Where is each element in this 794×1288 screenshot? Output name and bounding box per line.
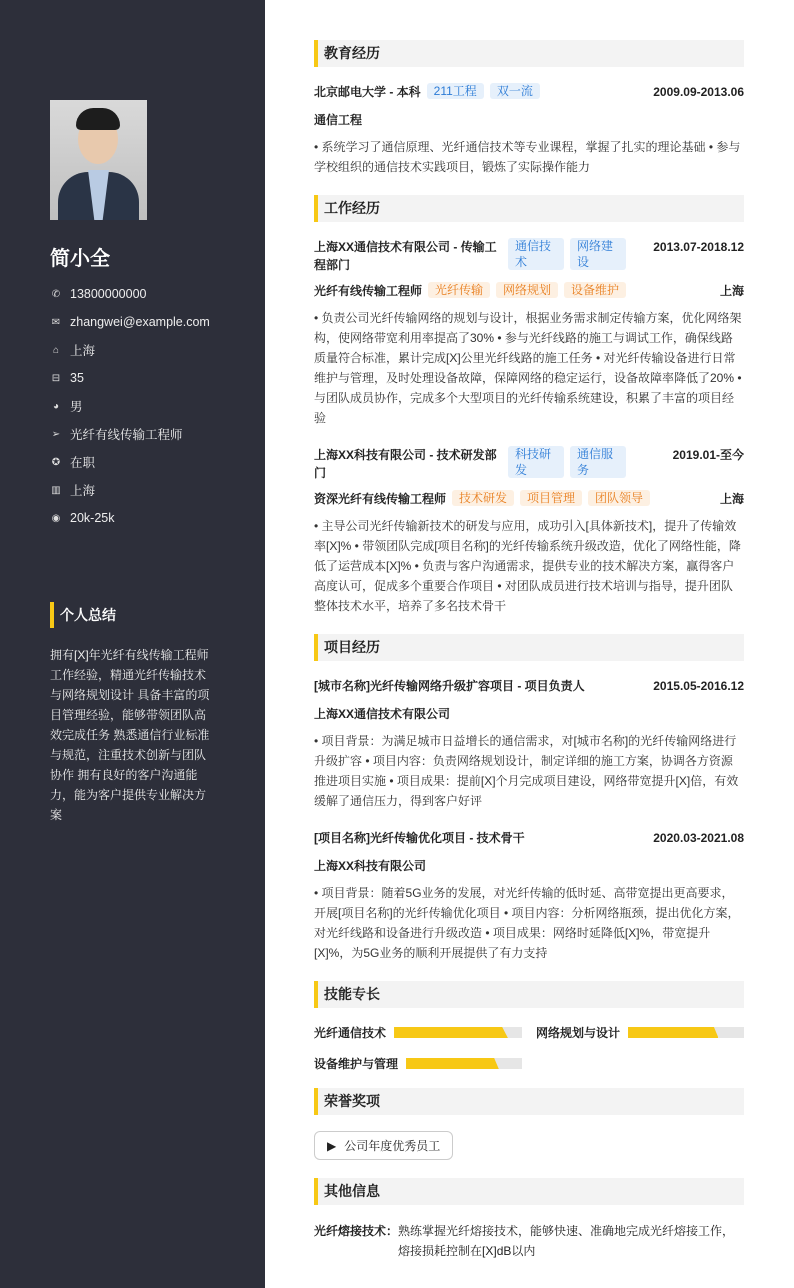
skill-list	[314, 1024, 744, 1072]
skill-name: 网络规划与设计	[536, 1026, 621, 1040]
tag: 通信技术	[508, 238, 564, 270]
skill-tag: 技术研发	[452, 490, 514, 506]
skill-bar	[394, 1027, 522, 1038]
work-city: 上海	[70, 484, 96, 498]
award-item[interactable]	[314, 1131, 453, 1160]
other-info	[314, 1221, 744, 1261]
education-heading: 教育经历	[314, 40, 744, 67]
position: 光纤有线传输工程师	[70, 428, 183, 442]
date: 2009.09-2013.06	[653, 85, 744, 99]
sidebar	[0, 0, 265, 1288]
project-item	[314, 829, 744, 963]
skill-fill	[628, 1027, 718, 1038]
contact-info	[50, 280, 210, 532]
summary-text: 拥有[X]年光纤有线传输工程师工作经验，精通光纤传输技术与网络规划设计 具备丰富的项目管理经验，能够带领团队高效完成任务 熟悉通信行业标准与规范，注重技术创新与团队协作 拥有良好的客户沟通能力，能为客户提供专业解决方案	[50, 648, 210, 822]
location-row	[50, 336, 210, 364]
project-company: 上海XX科技有限公司	[314, 859, 427, 873]
candidate-name: 简小全	[50, 248, 110, 270]
skill-item	[314, 1055, 522, 1072]
gender-icon: ◕	[52, 400, 60, 412]
gender: 男	[70, 400, 83, 414]
project-name: [城市名称]光纤传输网络升级扩容项目 - 项目负责人	[314, 679, 585, 693]
skill-name: 设备维护与管理	[314, 1057, 399, 1071]
other-heading: 其他信息	[314, 1178, 744, 1205]
email: zhangwei@example.com	[70, 315, 210, 329]
work-desc: • 负责公司光纤传输网络的规划与设计，根据业务需求制定传输方案，优化网络架构，使网络带宽利用率提高了30% • 参与光纤线路的施工与调试工作，确保线路质量符合标准，累计完成[X]公里光纤线路的施工任务 • 对光纤传输设备进行日常维护与管理，及时处理设备故障，保障网络的稳定运行，设备故障率降低了20% • 与团队成员协作，完成多个大型项目的光纤传输系统建设，积累了丰富的项目经验	[314, 311, 742, 425]
phone-row	[50, 280, 210, 308]
location: 上海	[70, 344, 96, 358]
position-row	[50, 420, 210, 448]
skill-item	[536, 1024, 744, 1041]
skills-heading: 技能专长	[314, 981, 744, 1008]
date: 2020.03-2021.08	[653, 831, 744, 845]
tag: 科技研发	[508, 446, 564, 478]
award-label: 公司年度优秀员工	[344, 1139, 441, 1153]
summary-title: 个人总结	[50, 602, 116, 628]
salary-icon: ◉	[51, 512, 61, 524]
salary: 20k-25k	[70, 511, 115, 525]
main-content	[314, 40, 744, 1261]
company: 上海XX科技有限公司 - 技术研发部门	[314, 448, 497, 480]
email-row	[50, 308, 210, 336]
project-name: [项目名称]光纤传输优化项目 - 技术骨干	[314, 831, 525, 845]
work-desc: • 主导公司光纤传输新技术的研发与应用，成功引入[具体新技术]，提升了传输效率[X]% • 带领团队完成[项目名称]的光纤传输系统升级改造，优化了网络性能，降低了运营成本[X]% • 负责与客户沟通需求，提供专业的技术解决方案，赢得客户高度认可，促成多个重要合作项目 • 对团队成员进行技术培训与指导，提升团队整体技术水平，培养了多名技术骨干	[314, 519, 741, 613]
skill-item	[314, 1024, 522, 1041]
awards-heading: 荣誉奖项	[314, 1088, 744, 1115]
other-text: 熟练掌握光纤熔接技术，能够快速、准确地完成光纤熔接工作，熔接损耗控制在[X]dB以内	[398, 1224, 735, 1258]
project-item	[314, 677, 744, 811]
city: 上海	[719, 284, 744, 298]
role: 光纤有线传输工程师	[314, 284, 423, 298]
status-icon: ✪	[51, 456, 61, 468]
status-row	[50, 448, 210, 476]
date: 2015.05-2016.12	[653, 679, 744, 693]
skill-bar	[406, 1058, 522, 1069]
phone: 13800000000	[70, 287, 147, 301]
company: 上海XX通信技术有限公司 - 传输工程部门	[314, 240, 497, 272]
cake-icon: ⊟	[51, 372, 61, 384]
home-icon: ⌂	[52, 344, 60, 356]
skill-fill	[406, 1058, 499, 1069]
work-item	[314, 446, 744, 616]
skill-tag: 网络规划	[496, 282, 558, 298]
building-icon: ▥	[51, 484, 61, 496]
phone-icon: ✆	[51, 288, 61, 300]
tag: 通信服务	[570, 446, 626, 478]
project-list	[314, 677, 744, 963]
tag: 网络建设	[570, 238, 626, 270]
send-icon: ➢	[51, 428, 61, 440]
skill-fill	[394, 1027, 508, 1038]
date: 2019.01-至今	[672, 448, 744, 462]
work-heading: 工作经历	[314, 195, 744, 222]
skill-tag: 项目管理	[520, 490, 582, 506]
tag: 211工程	[427, 83, 484, 99]
city: 上海	[719, 492, 744, 506]
salary-row	[50, 504, 210, 532]
tag: 双一流	[490, 83, 540, 99]
education-desc: • 系统学习了通信原理、光纤通信技术等专业课程，掌握了扎实的理论基础 • 参与学校组织的通信技术实践项目，锻炼了实际操作能力	[314, 140, 741, 174]
project-company: 上海XX通信技术有限公司	[314, 707, 451, 721]
skill-tag: 设备维护	[564, 282, 626, 298]
avatar	[50, 100, 147, 220]
mail-icon: ✉	[51, 316, 61, 328]
project-desc: • 项目背景：随着5G业务的发展，对光纤传输的低时延、高带宽提出更高要求，开展[项目名称]的光纤传输优化项目 • 项目内容：分析网络瓶颈，提出优化方案，对光纤线路和设备进行升级改造 • 项目成果：网络时延降低[X]%，带宽提升[X]%，为5G业务的顺利开展提供了有力支持	[314, 886, 740, 960]
status: 在职	[70, 456, 96, 470]
school: 北京邮电大学 - 本科	[314, 85, 421, 99]
triangle-icon: ▶	[327, 1138, 337, 1153]
education-header	[314, 83, 744, 101]
skill-tag: 光纤传输	[428, 282, 490, 298]
city-row	[50, 476, 210, 504]
skill-bar	[628, 1027, 744, 1038]
skill-tag: 团队领导	[588, 490, 650, 506]
gender-row	[50, 392, 210, 420]
role: 资深光纤有线传输工程师	[314, 492, 447, 506]
date: 2013.07-2018.12	[653, 240, 744, 254]
projects-heading: 项目经历	[314, 634, 744, 661]
skill-name: 光纤通信技术	[314, 1026, 387, 1040]
age-row	[50, 364, 210, 392]
age: 35	[70, 371, 84, 385]
project-desc: • 项目背景：为满足城市日益增长的通信需求，对[城市名称]的光纤传输网络进行升级扩容 • 项目内容：负责网络规划设计，制定详细的施工方案，协调各方资源推进项目实施 • 项目成果：提前[X]个月完成项目建设，网络带宽提升[X]倍，有效缓解了通信压力，得到客户好评	[314, 734, 739, 808]
work-item	[314, 238, 744, 428]
major: 通信工程	[314, 113, 363, 127]
other-label: 光纤熔接技术：	[314, 1224, 399, 1238]
work-list	[314, 238, 744, 616]
